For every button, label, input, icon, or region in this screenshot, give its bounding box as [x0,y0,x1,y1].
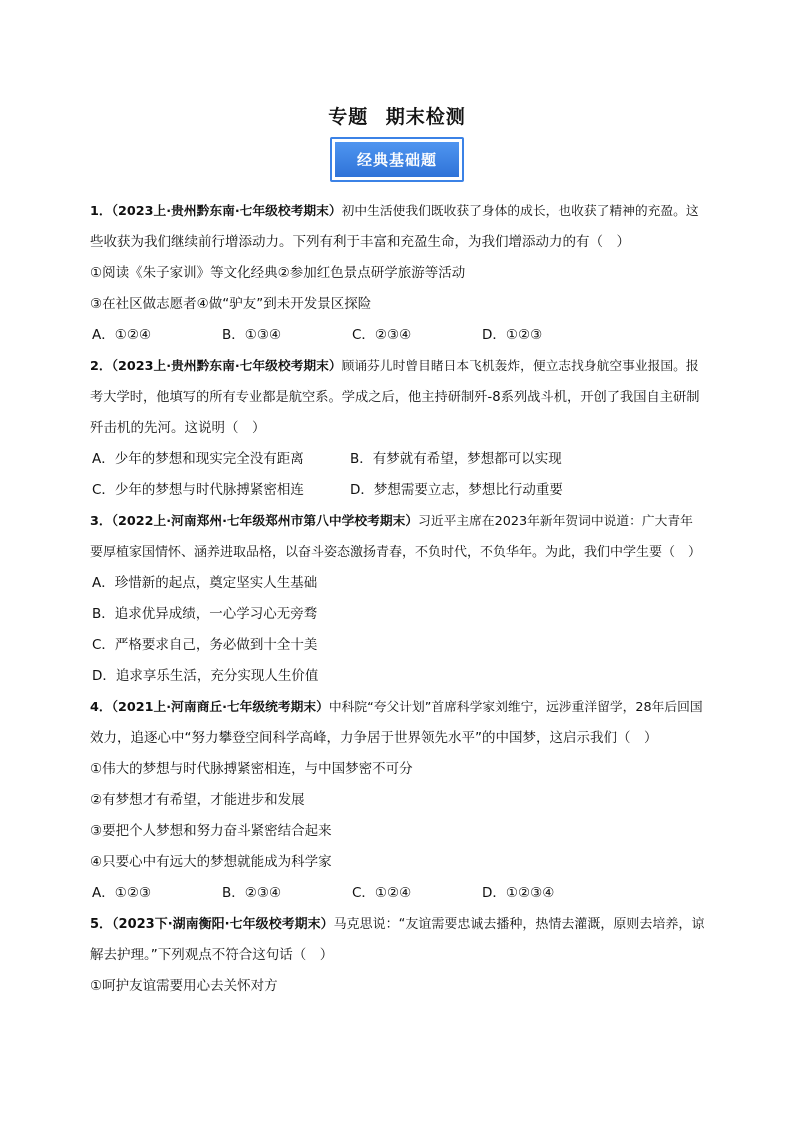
question-3-stem-line-1 [90,506,704,537]
question-3-number: 3． [90,514,112,529]
question-5-stem-line-1 [90,909,704,940]
question-4-option-b[interactable]: B．②③④ [222,885,282,901]
question-4-item-2: ②有梦想才有希望，才能进步和发展 [90,792,305,808]
question-5-number: 5． [90,917,113,932]
question-2-options-row-2 [90,475,704,506]
question-2-stem-line-1 [90,351,704,382]
question-2-text-1: 顾诵芬儿时曾目睹日本飞机轰炸，便立志找身航空事业报国。报 [341,359,699,374]
question-4 [90,692,704,909]
question-3-option-c[interactable]: C．严格要求自己，务必做到十全十美 [92,637,318,653]
question-5-stem-line-2: 解去护理。”下列观点不符合这句话（ ） [90,947,334,963]
question-1-stem-line-1 [90,196,704,227]
question-4-number: 4． [90,700,112,715]
question-1-text-1: 初中生活使我们既收获了身体的成长，也收获了精神的充盈。这 [341,204,699,219]
question-1-option-a[interactable]: A．①②④ [92,327,152,343]
question-4-source: （2021上·河南商丘·七年级统考期末） [111,700,329,715]
question-4-option-d[interactable]: D．①②③④ [482,885,555,901]
question-3-source: （2022上·河南郑州·七年级郑州市第八中学校考期末） [111,514,419,529]
question-4-stem-line-2: 效力，追逐心中“努力攀登空间科学高峰，力争居于世界领先水平”的中国梦，这启示我们（ ） [90,730,658,746]
question-4-option-a[interactable]: A．①②③ [92,885,152,901]
question-2 [90,351,704,506]
question-1-item-1: ①阅读《朱子家训》等文化经典②参加红色景点研学旅游等活动 [90,265,466,281]
question-5-text-1: 马克思说：“友谊需要忠诚去播种，热情去灌溉，原则去培养，谅 [333,917,705,932]
question-1-item-2: ③在社区做志愿者④做“驴友”到未开发景区探险 [90,296,372,312]
question-3-option-d[interactable]: D．追求享乐生活，充分实现人生价值 [92,668,319,684]
section-badge [330,137,464,182]
question-4-stem-line-1 [90,692,704,723]
question-3 [90,506,704,692]
question-3-option-b[interactable]: B．追求优异成绩，一心学习心无旁骛 [92,606,318,622]
question-2-option-a[interactable]: A．少年的梦想和现实完全没有距离 [92,451,304,467]
page-title: 专题 期末检测 [328,106,466,128]
question-3-option-a[interactable]: A．珍惜新的起点，奠定坚实人生基础 [92,575,318,591]
question-1-options [90,320,704,351]
question-5-source: （2023下·湖南衡阳·七年级校考期末） [112,917,334,932]
question-3-stem-line-2: 要厚植家国情怀、涵养进取品格，以奋斗姿态激扬青春，不负时代，不负华年。为此，我们中学生要（ ） [90,545,702,560]
question-4-text-1: 中科院“夸父计划”首席科学家刘维宁，远涉重洋留学，28年后回国 [328,700,703,715]
question-1 [90,196,704,351]
question-2-option-b[interactable]: B．有梦就有希望，梦想都可以实现 [350,451,562,467]
question-2-stem-line-3: 歼击机的先河。这说明（ ） [90,420,266,436]
question-1-number: 1． [90,204,112,219]
question-4-option-c[interactable]: C．①②④ [352,885,412,901]
question-3-text-1: 习近平主席在2023年新年贺词中说道：广大青年 [418,514,693,529]
question-5 [90,909,704,1002]
question-4-options [90,878,704,909]
question-2-source: （2023上·贵州黔东南·七年级校考期末） [111,359,342,374]
question-5-item-1: ①呵护友谊需要用心去关怀对方 [90,978,278,994]
question-2-number: 2． [90,359,112,374]
question-1-source: （2023上·贵州黔东南·七年级校考期末） [111,204,342,219]
question-4-item-4: ④只要心中有远大的梦想就能成为科学家 [90,854,332,870]
question-1-option-d[interactable]: D．①②③ [482,327,543,343]
question-1-option-c[interactable]: C．②③④ [352,327,412,343]
section-badge-wrap [90,137,704,182]
question-1-stem-line-2: 些收获为我们继续前行增添动力。下列有利于丰富和充盈生命，为我们增添动力的有（ ） [90,234,630,250]
question-2-options-row-1 [90,444,704,475]
question-1-option-b[interactable]: B．①③④ [222,327,282,343]
question-2-option-c[interactable]: C．少年的梦想与时代脉搏紧密相连 [92,482,304,498]
question-2-option-d[interactable]: D．梦想需要立志，梦想比行动重要 [350,482,563,498]
section-badge-label: 经典基础题 [335,142,459,177]
question-4-item-1: ①伟大的梦想与时代脉搏紧密相连，与中国梦密不可分 [90,761,413,777]
question-2-stem-line-2: 考大学时，他填写的所有专业都是航空系。学成之后，他主持研制歼-8系列战斗机，开创了我国自主研制 [90,390,700,405]
question-4-item-3: ③要把个人梦想和努力奋斗紧密结合起来 [90,823,332,839]
